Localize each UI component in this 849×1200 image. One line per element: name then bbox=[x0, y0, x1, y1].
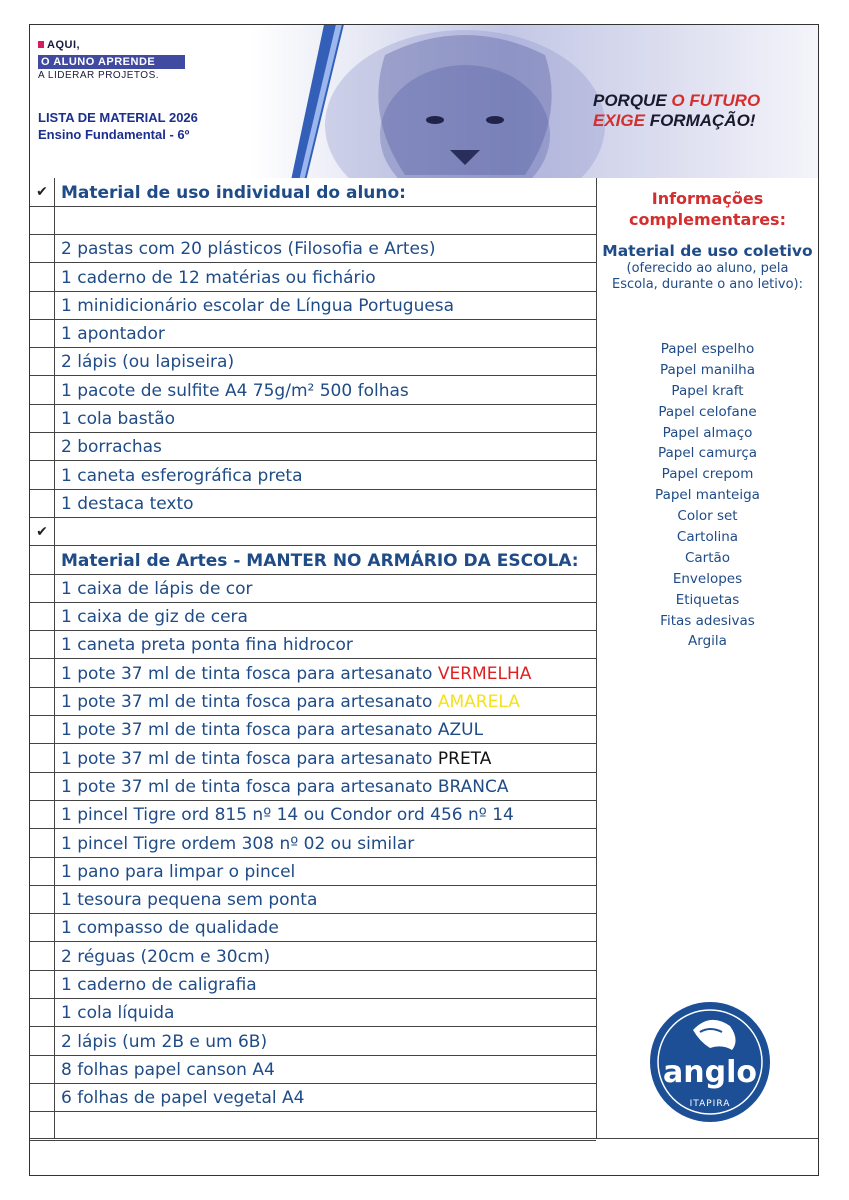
sidebar-info bbox=[597, 178, 818, 652]
coletivo-list-item: Etiquetas bbox=[675, 591, 740, 608]
list-item bbox=[30, 943, 596, 971]
item-text: 1 minidicionário escolar de Língua Portuguesa bbox=[61, 295, 455, 316]
item-text: 2 pastas com 20 plásticos (Filosofia e Artes) bbox=[61, 239, 436, 260]
list-item bbox=[30, 377, 596, 405]
item-text bbox=[61, 720, 483, 740]
coletivo-list-item: Papel espelho bbox=[660, 341, 755, 357]
list-title: LISTA DE MATERIAL 2026 bbox=[38, 110, 198, 125]
item-text: 1 caderno de caligrafia bbox=[61, 975, 257, 996]
list-item bbox=[30, 292, 596, 320]
coletivo-list-item: Papel kraft bbox=[671, 382, 744, 399]
list-item bbox=[30, 1027, 596, 1055]
list-item bbox=[30, 914, 596, 942]
blank-row bbox=[30, 1112, 596, 1140]
coletivo-list-item: Papel almaço bbox=[662, 424, 753, 441]
list-item bbox=[30, 405, 596, 433]
list-item bbox=[30, 263, 596, 291]
item-text: 8 folhas papel canson A4 bbox=[61, 1059, 275, 1080]
item-text: 1 pincel Tigre ordem 308 nº 02 ou similar bbox=[61, 833, 415, 854]
coletivo-list bbox=[597, 339, 818, 652]
blank-row bbox=[30, 518, 596, 546]
list-item bbox=[30, 631, 596, 659]
list-item bbox=[30, 886, 596, 914]
item-text: 1 pano para limpar o pincel bbox=[61, 861, 296, 882]
item-text: 1 pincel Tigre ord 815 nº 14 ou Condor ord 456 nº 14 bbox=[61, 805, 514, 826]
coletivo-list-item: Cartão bbox=[684, 549, 731, 566]
check-icon: ✔ bbox=[36, 184, 48, 200]
list-item bbox=[30, 999, 596, 1027]
coletivo-desc-line2: Escola, durante o ano letivo): bbox=[612, 277, 803, 292]
paint-color-name: PRETA bbox=[437, 748, 492, 769]
list-item bbox=[30, 348, 596, 376]
item-text bbox=[61, 692, 520, 712]
paint-color-name: AZUL bbox=[437, 720, 484, 741]
coletivo-list-item: Envelopes bbox=[672, 570, 743, 587]
item-text bbox=[61, 664, 531, 684]
item-text: 1 apontador bbox=[61, 324, 165, 345]
sidebar-title-line2: complementares: bbox=[629, 210, 786, 229]
anglo-logo bbox=[648, 1000, 772, 1124]
paint-item-prefix: 1 pote 37 ml de tinta fosca para artesanato bbox=[61, 720, 438, 741]
slogan-line1: PORQUE O FUTURO bbox=[593, 91, 761, 110]
item-text bbox=[61, 749, 491, 769]
paint-item-prefix: 1 pote 37 ml de tinta fosca para artesanato bbox=[61, 776, 438, 797]
lion-illustration bbox=[265, 25, 645, 178]
item-text: 1 caneta preta ponta fina hidrocor bbox=[61, 635, 353, 656]
sidebar-title bbox=[597, 188, 818, 230]
list-item bbox=[30, 575, 596, 603]
tagline-line2: O ALUNO APRENDE bbox=[38, 55, 185, 69]
coletivo-list-item: Papel manteiga bbox=[655, 487, 760, 504]
item-text: 6 folhas de papel vegetal A4 bbox=[61, 1088, 305, 1109]
list-item bbox=[30, 1084, 596, 1112]
coletivo-list-item: Argila bbox=[688, 633, 727, 650]
item-text: 2 lápis (um 2B e um 6B) bbox=[61, 1031, 268, 1052]
paint-color-name: AMARELA bbox=[437, 692, 520, 713]
logo-city-text: ITAPIRA bbox=[689, 1099, 731, 1109]
coletivo-list-item: Papel celofane bbox=[658, 403, 757, 420]
section-heading-row bbox=[30, 546, 596, 574]
item-text: 1 compasso de qualidade bbox=[61, 918, 279, 939]
check-icon: ✔ bbox=[36, 524, 48, 540]
item-text: 1 tesoura pequena sem ponta bbox=[61, 890, 318, 911]
coletivo-title: Material de uso coletivo bbox=[602, 242, 813, 260]
item-text: 1 caderno de 12 matérias ou fichário bbox=[61, 267, 376, 288]
tagline-line3: A LIDERAR PROJETOS. bbox=[38, 70, 160, 81]
list-item bbox=[30, 688, 596, 716]
paint-color-name: BRANCA bbox=[437, 776, 509, 797]
item-text: 2 borrachas bbox=[61, 437, 162, 458]
section-heading: Material de uso individual do aluno: bbox=[61, 183, 406, 203]
list-item bbox=[30, 660, 596, 688]
list-item bbox=[30, 235, 596, 263]
logo-brand-text: anglo bbox=[663, 1055, 757, 1090]
tagline-line1: AQUI, bbox=[38, 39, 80, 51]
section-heading: Material de Artes - MANTER NO ARMÁRIO DA ESCOLA: bbox=[61, 550, 579, 571]
coletivo-desc-line1: (oferecido ao aluno, pela bbox=[626, 261, 789, 276]
item-text: 1 caneta esferográfica preta bbox=[61, 465, 303, 486]
list-subtitle: Ensino Fundamental - 6º bbox=[38, 127, 190, 142]
item-text: 1 caixa de lápis de cor bbox=[61, 578, 253, 599]
coletivo-list-item: Cartolina bbox=[676, 529, 739, 546]
item-text: 1 caixa de giz de cera bbox=[61, 607, 248, 628]
sidebar-title-line1: Informações bbox=[651, 189, 764, 208]
coletivo-list-item: Fitas adesivas bbox=[660, 612, 755, 629]
item-text: 1 cola líquida bbox=[61, 1003, 175, 1024]
list-item bbox=[30, 461, 596, 489]
list-item bbox=[30, 971, 596, 999]
item-text: 2 lápis (ou lapiseira) bbox=[61, 352, 235, 373]
paint-item-prefix: 1 pote 37 ml de tinta fosca para artesanato bbox=[61, 663, 438, 684]
coletivo-list-item: Papel camurça bbox=[657, 445, 758, 462]
coletivo-list-item: Papel manilha bbox=[659, 361, 756, 378]
list-item bbox=[30, 320, 596, 348]
list-item bbox=[30, 490, 596, 518]
list-item bbox=[30, 829, 596, 857]
coletivo-list-item: Papel crepom bbox=[661, 466, 754, 483]
list-item bbox=[30, 433, 596, 461]
list-item bbox=[30, 773, 596, 801]
item-text: 1 cola bastão bbox=[61, 409, 176, 430]
paint-item-prefix: 1 pote 37 ml de tinta fosca para artesanato bbox=[61, 692, 438, 713]
item-text: 1 pacote de sulfite A4 75g/m² 500 folhas bbox=[61, 380, 409, 401]
blank-row bbox=[30, 207, 596, 235]
list-item bbox=[30, 1056, 596, 1084]
coletivo-description bbox=[597, 261, 818, 293]
item-text: 1 destaca texto bbox=[61, 493, 194, 514]
slogan-line2: EXIGE FORMAÇÃO! bbox=[593, 111, 756, 130]
section-heading-row bbox=[30, 178, 596, 207]
paint-color-name: VERMELHA bbox=[437, 663, 532, 684]
item-text bbox=[61, 777, 509, 797]
paint-item-prefix: 1 pote 37 ml de tinta fosca para artesanato bbox=[61, 748, 438, 769]
list-item bbox=[30, 801, 596, 829]
list-item bbox=[30, 744, 596, 772]
list-item bbox=[30, 603, 596, 631]
list-item bbox=[30, 858, 596, 886]
coletivo-list-item: Color set bbox=[677, 508, 738, 525]
list-item bbox=[30, 716, 596, 744]
header-banner bbox=[30, 25, 818, 178]
item-text: 2 réguas (20cm e 30cm) bbox=[61, 946, 271, 967]
